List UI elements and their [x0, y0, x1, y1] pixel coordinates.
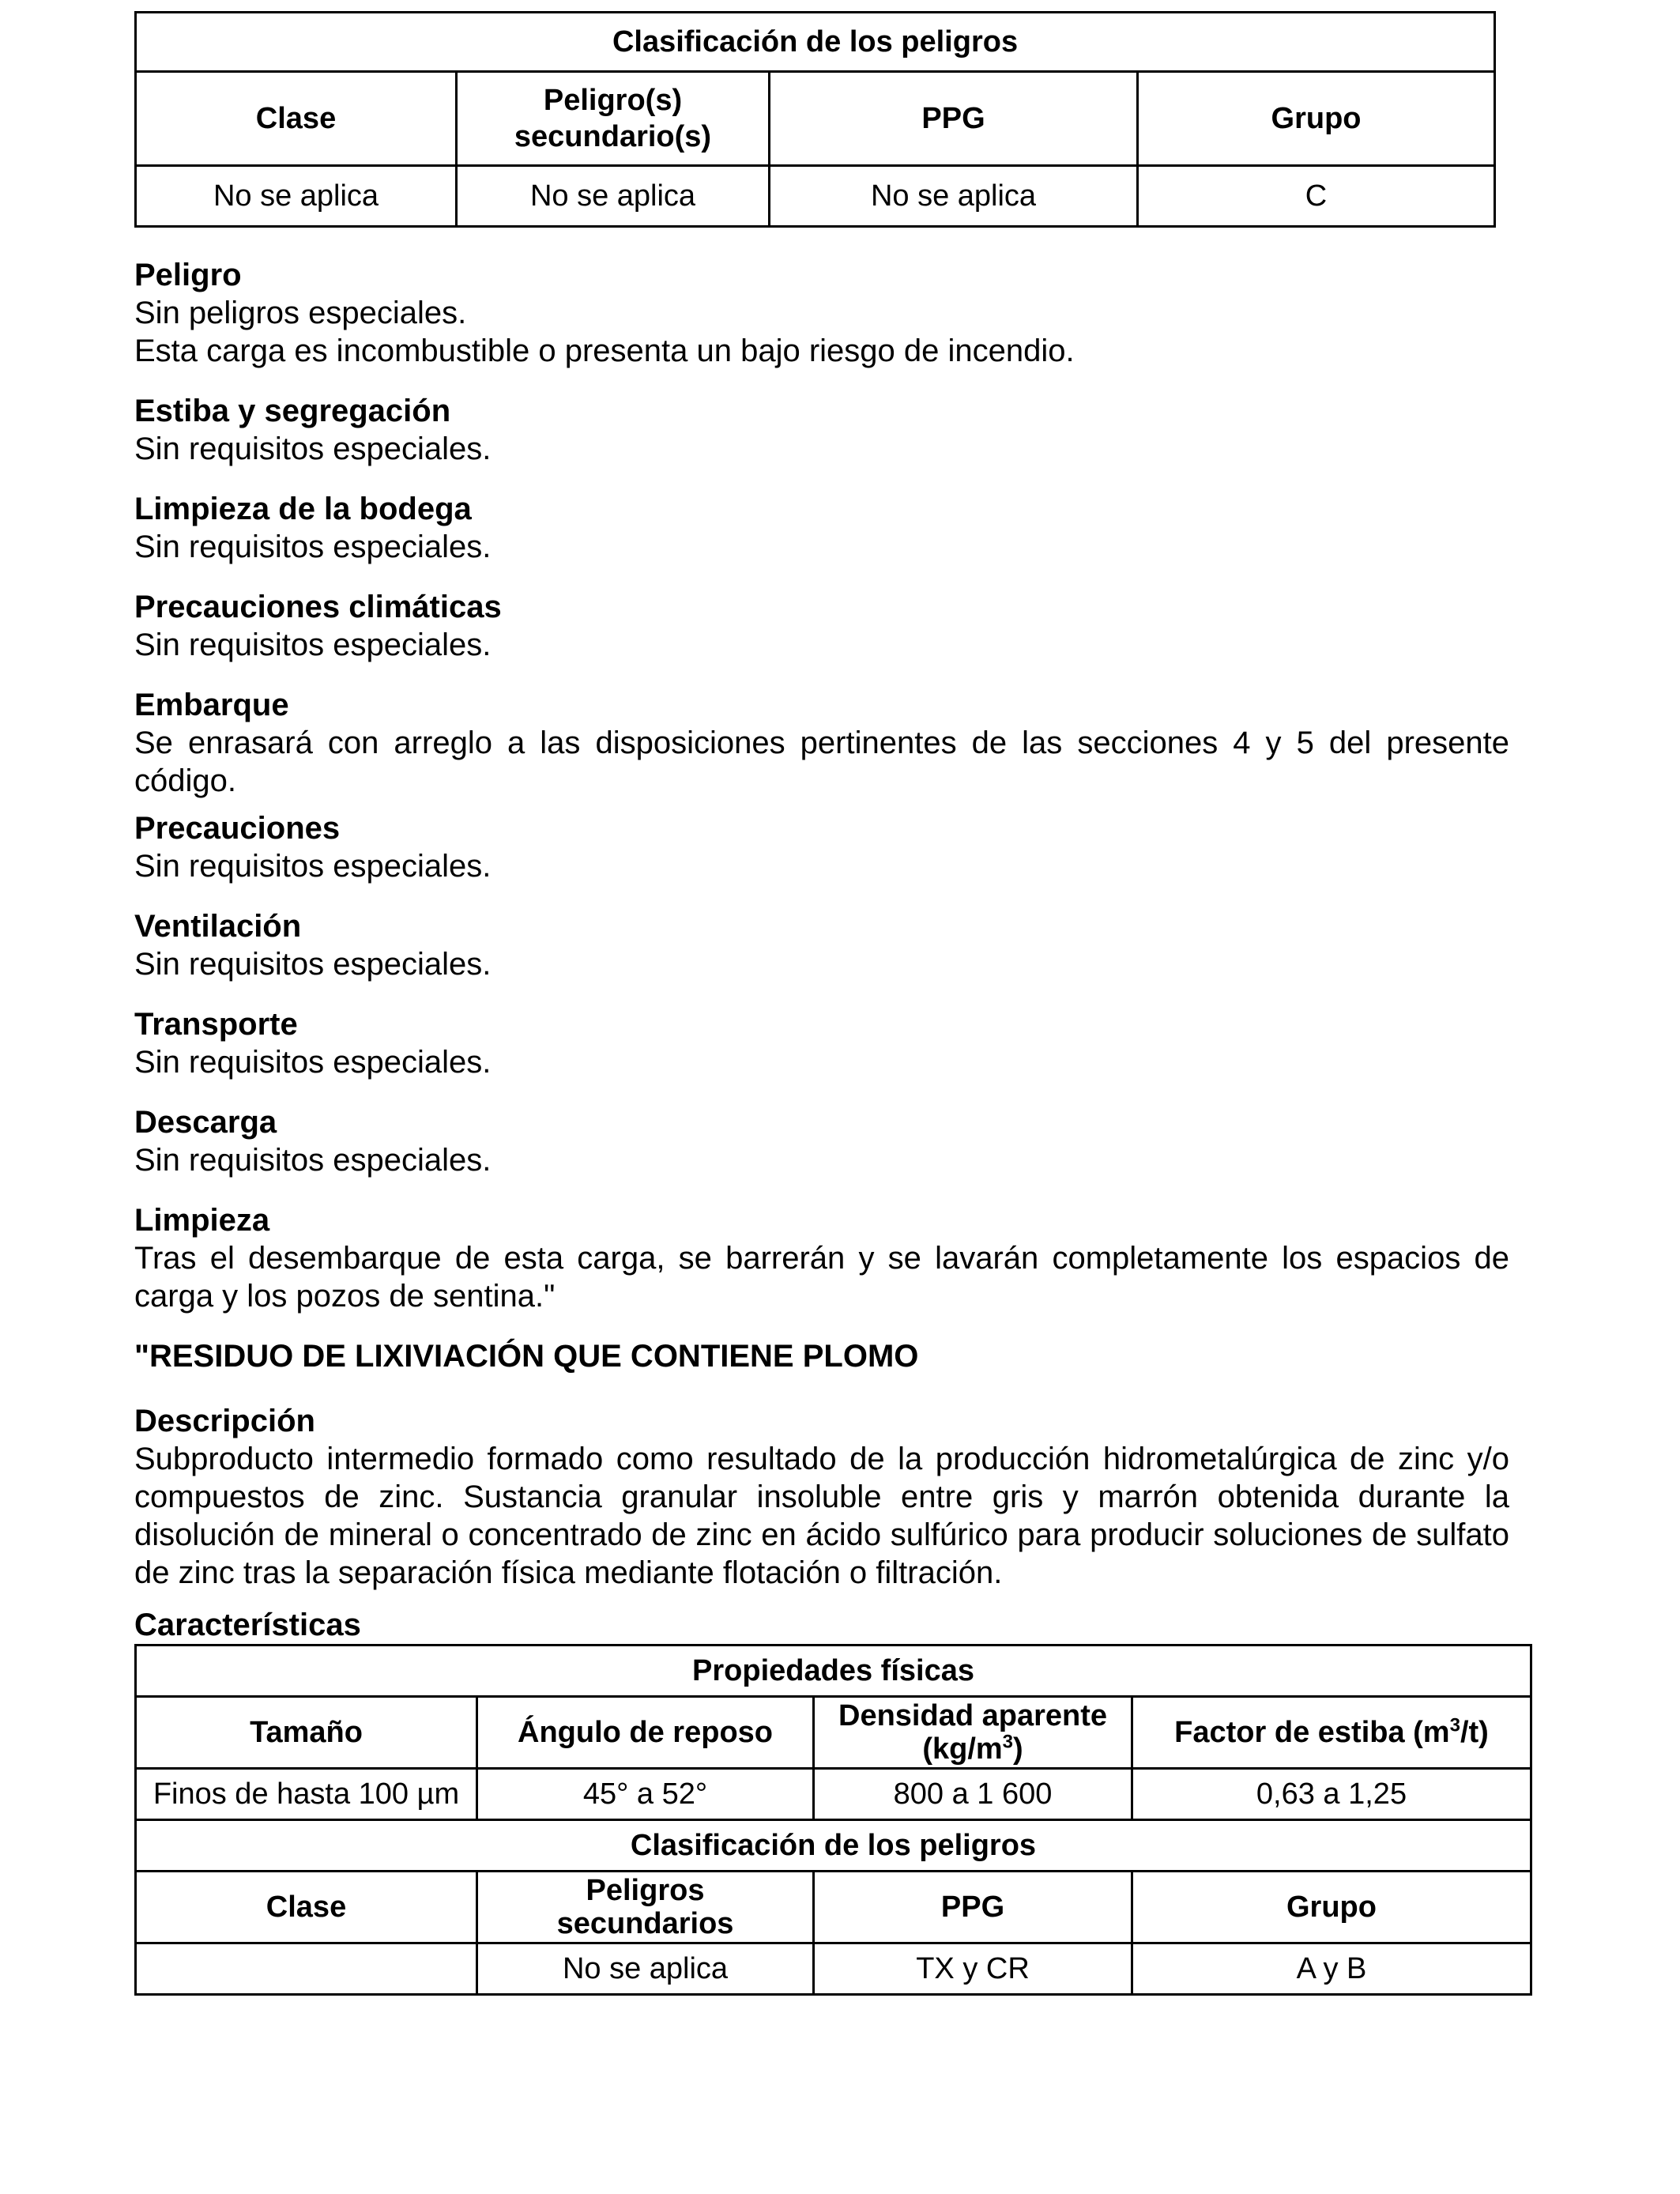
cell-factor-estiba: 0,63 a 1,25 — [1132, 1769, 1531, 1820]
section-peligro — [134, 256, 1509, 370]
hazard-classification-table — [134, 11, 1496, 228]
section-line: Sin requisitos especiales. — [134, 628, 492, 662]
section-line: Sin requisitos especiales. — [134, 432, 492, 466]
header-peligros-secundarios: Peligro(s) secundario(s) — [457, 72, 770, 166]
section-heading: Transporte — [134, 1007, 298, 1042]
header-clase: Clase — [136, 1872, 477, 1943]
cell-clase: No se aplica — [136, 166, 457, 227]
header-peligros-secundarios: Peligros secundarios — [477, 1872, 814, 1943]
section-heading: Estiba y segregación — [134, 394, 451, 428]
section-precauciones — [134, 809, 1509, 885]
section-transporte — [134, 1005, 1509, 1081]
section-heading: Limpieza de la bodega — [134, 492, 472, 526]
header-densidad-aparente — [814, 1697, 1132, 1769]
section-line: Sin requisitos especiales. — [134, 530, 492, 564]
header-ppg: PPG — [770, 72, 1138, 166]
characteristics-heading: Características — [134, 1608, 361, 1642]
section-line: Tras el desembarque de esta carga, se barrerán y se lavarán completamente los espacios de carga y los pozos de sentina." — [134, 1241, 1509, 1314]
section-precauciones-climaticas — [134, 588, 1509, 664]
characteristics-table — [134, 1644, 1532, 1996]
density-unit-sup: 3 — [1002, 1731, 1014, 1753]
section-heading: Precauciones — [134, 811, 341, 846]
sections — [134, 256, 1509, 1996]
cell-clase — [136, 1943, 477, 1995]
cell-ppg: No se aplica — [770, 166, 1138, 227]
cell-densidad: 800 a 1 600 — [814, 1769, 1132, 1820]
section-heading: Descarga — [134, 1105, 277, 1140]
section-line: Sin requisitos especiales. — [134, 947, 492, 982]
header-angulo-reposo: Ángulo de reposo — [477, 1697, 814, 1769]
cell-angulo: 45° a 52° — [477, 1769, 814, 1820]
cell-peligros-secundarios: No se aplica — [477, 1943, 814, 1995]
residue-title: "RESIDUO DE LIXIVIACIÓN QUE CONTIENE PLOMO — [134, 1339, 919, 1374]
cell-peligros-secundarios: No se aplica — [457, 166, 770, 227]
physical-properties-title: Propiedades físicas — [136, 1646, 1531, 1697]
section-line: Se enrasará con arreglo a las disposiciones pertinentes de las secciones 4 y 5 del presente código. — [134, 726, 1509, 798]
hazard-classification-title: Clasificación de los peligros — [136, 1820, 1531, 1872]
document-page — [134, 11, 1525, 1996]
section-embarque — [134, 686, 1509, 800]
section-limpieza-bodega — [134, 490, 1509, 566]
section-descripcion — [134, 1402, 1509, 1592]
section-line: Sin requisitos especiales. — [134, 849, 492, 884]
section-ventilacion — [134, 907, 1509, 983]
section-line: Sin peligros especiales. — [134, 296, 467, 330]
stow-unit-sup: 3 — [1449, 1714, 1460, 1736]
section-heading: Limpieza — [134, 1203, 270, 1238]
density-unit-close: ) — [1013, 1732, 1023, 1766]
section-descarga — [134, 1103, 1509, 1179]
density-label: Densidad aparente — [838, 1699, 1107, 1732]
section-heading: Peligro — [134, 258, 242, 292]
header-grupo: Grupo — [1132, 1872, 1531, 1943]
header-ppg: PPG — [814, 1872, 1132, 1943]
section-line: Sin requisitos especiales. — [134, 1143, 492, 1178]
cell-ppg: TX y CR — [814, 1943, 1132, 1995]
section-line: Esta carga es incombustible o presenta un bajo riesgo de incendio. — [134, 334, 1075, 368]
section-heading: Precauciones climáticas — [134, 590, 502, 624]
cell-grupo: A y B — [1132, 1943, 1531, 1995]
section-heading: Descripción — [134, 1404, 315, 1438]
section-heading: Ventilación — [134, 909, 302, 944]
stow-unit-close: /t) — [1460, 1716, 1489, 1749]
section-limpieza — [134, 1201, 1509, 1315]
section-estiba — [134, 392, 1509, 468]
header-tamano: Tamaño — [136, 1697, 477, 1769]
header-grupo: Grupo — [1138, 72, 1495, 166]
header-factor-estiba — [1132, 1697, 1531, 1769]
stow-label: Factor de estiba (m — [1174, 1716, 1450, 1749]
section-heading: Embarque — [134, 688, 289, 722]
description-text: Subproducto intermedio formado como resultado de la producción hidrometalúrgica de zinc y/o compuestos de zinc. Sustancia granular insoluble entre gris y marrón obtenida durante la disolución de mineral o concentrado de zinc en ácido sulfúrico para producir soluciones de sulfato de zinc tras la separación física mediante flotación o filtración. — [134, 1442, 1509, 1590]
density-unit: (kg/m — [922, 1732, 1003, 1766]
cell-grupo: C — [1138, 166, 1495, 227]
cell-tamano: Finos de hasta 100 µm — [136, 1769, 477, 1820]
section-line: Sin requisitos especiales. — [134, 1045, 492, 1080]
table-title: Clasificación de los peligros — [136, 13, 1495, 72]
header-clase: Clase — [136, 72, 457, 166]
